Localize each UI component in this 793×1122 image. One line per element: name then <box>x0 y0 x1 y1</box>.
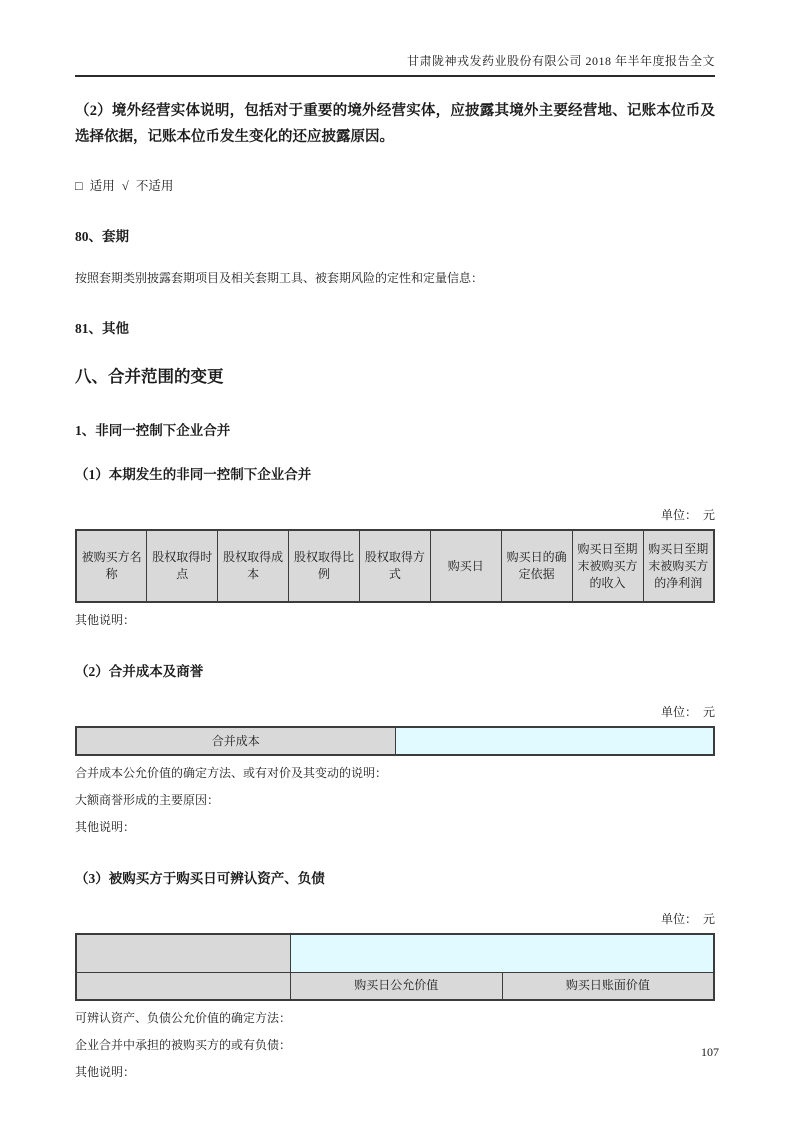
col-header-book-value: 购买日账面价值 <box>502 972 714 1000</box>
col-header-equity-cost: 股权取得成本 <box>218 530 289 602</box>
report-title: 甘肃陇神戎发药业股份有限公司 2018 年半年度报告全文 <box>406 54 715 68</box>
merger-cost-note-2: 大额商誉形成的主要原因： <box>75 793 220 807</box>
page-number: 107 <box>701 1045 719 1059</box>
col-header-netprofit-since-purchase: 购买日至期末被购买方的净利润 <box>643 530 714 602</box>
heading-current-combination: （1）本期发生的非同一控制下企业合并 <box>75 467 312 482</box>
col-header-equity-ratio: 股权取得比例 <box>289 530 360 602</box>
checkbox-unchecked-icon: □ <box>75 179 83 193</box>
heading-non-common-control: 1、非同一控制下企业合并 <box>75 423 231 438</box>
col-header-purchase-date: 购买日 <box>430 530 501 602</box>
merger-cost-note-3: 其他说明： <box>75 820 136 834</box>
hedging-body: 按照套期类别披露套期项目及相关套期工具、被套期风险的定性和定量信息： <box>75 271 484 285</box>
col-header-acquiree-name: 被购买方名称 <box>76 530 147 602</box>
table-header-row <box>76 530 714 602</box>
heading-80-hedging: 80、套期 <box>75 229 129 244</box>
col-header-equity-method: 股权取得方式 <box>360 530 431 602</box>
merger-cost-label-cell: 合并成本 <box>76 727 395 755</box>
not-applicable-label: 不适用 <box>135 179 174 193</box>
col-header-fair-value: 购买日公允价值 <box>290 972 502 1000</box>
business-combination-table <box>75 529 715 603</box>
merger-cost-note-1: 合并成本公允价值的确定方法、或有对价及其变动的说明： <box>75 766 388 780</box>
unit-label-2: 单位： 元 <box>660 705 715 719</box>
col-header-purchase-date-basis: 购买日的确定依据 <box>501 530 572 602</box>
table-row <box>76 934 714 972</box>
assets-note-2: 企业合并中承担的被购买方的或有负债： <box>75 1038 292 1052</box>
applicable-label: 适用 <box>89 179 115 193</box>
identifiable-assets-table <box>75 933 715 1001</box>
merger-cost-value-cell <box>395 727 714 755</box>
overseas-entity-paragraph: （2）境外经营实体说明，包括对于重要的境外经营实体，应披露其境外主要经营地、记账本位币及选择依据，记账本位币发生变化的还应披露原因。 <box>75 103 715 145</box>
assets-blank-cell <box>76 972 290 1000</box>
unit-label-3: 单位： 元 <box>660 912 715 926</box>
merger-cost-table <box>75 726 715 756</box>
unit-label-1: 单位： 元 <box>660 508 715 522</box>
heading-identifiable-assets: （3）被购买方于购买日可辨认资产、负债 <box>75 871 325 886</box>
page-header <box>75 0 715 77</box>
assets-note-1: 可辨认资产、负债公允价值的确定方法： <box>75 1011 292 1025</box>
check-mark-icon: √ <box>121 179 129 193</box>
assets-blank-header-cell <box>76 934 290 972</box>
assets-note-3: 其他说明： <box>75 1065 136 1079</box>
combination-other-note: 其他说明： <box>75 613 136 627</box>
table-row <box>76 727 714 755</box>
heading-merger-cost: （2）合并成本及商誉 <box>75 664 204 679</box>
table-header-row <box>76 972 714 1000</box>
heading-81-other: 81、其他 <box>75 321 129 336</box>
heading-chapter-8: 八、合并范围的变更 <box>75 367 224 386</box>
col-header-equity-time: 股权取得时点 <box>147 530 218 602</box>
assets-value-band-cell <box>290 934 714 972</box>
applicability-line <box>75 176 715 194</box>
col-header-income-since-purchase: 购买日至期末被购买方的收入 <box>572 530 643 602</box>
